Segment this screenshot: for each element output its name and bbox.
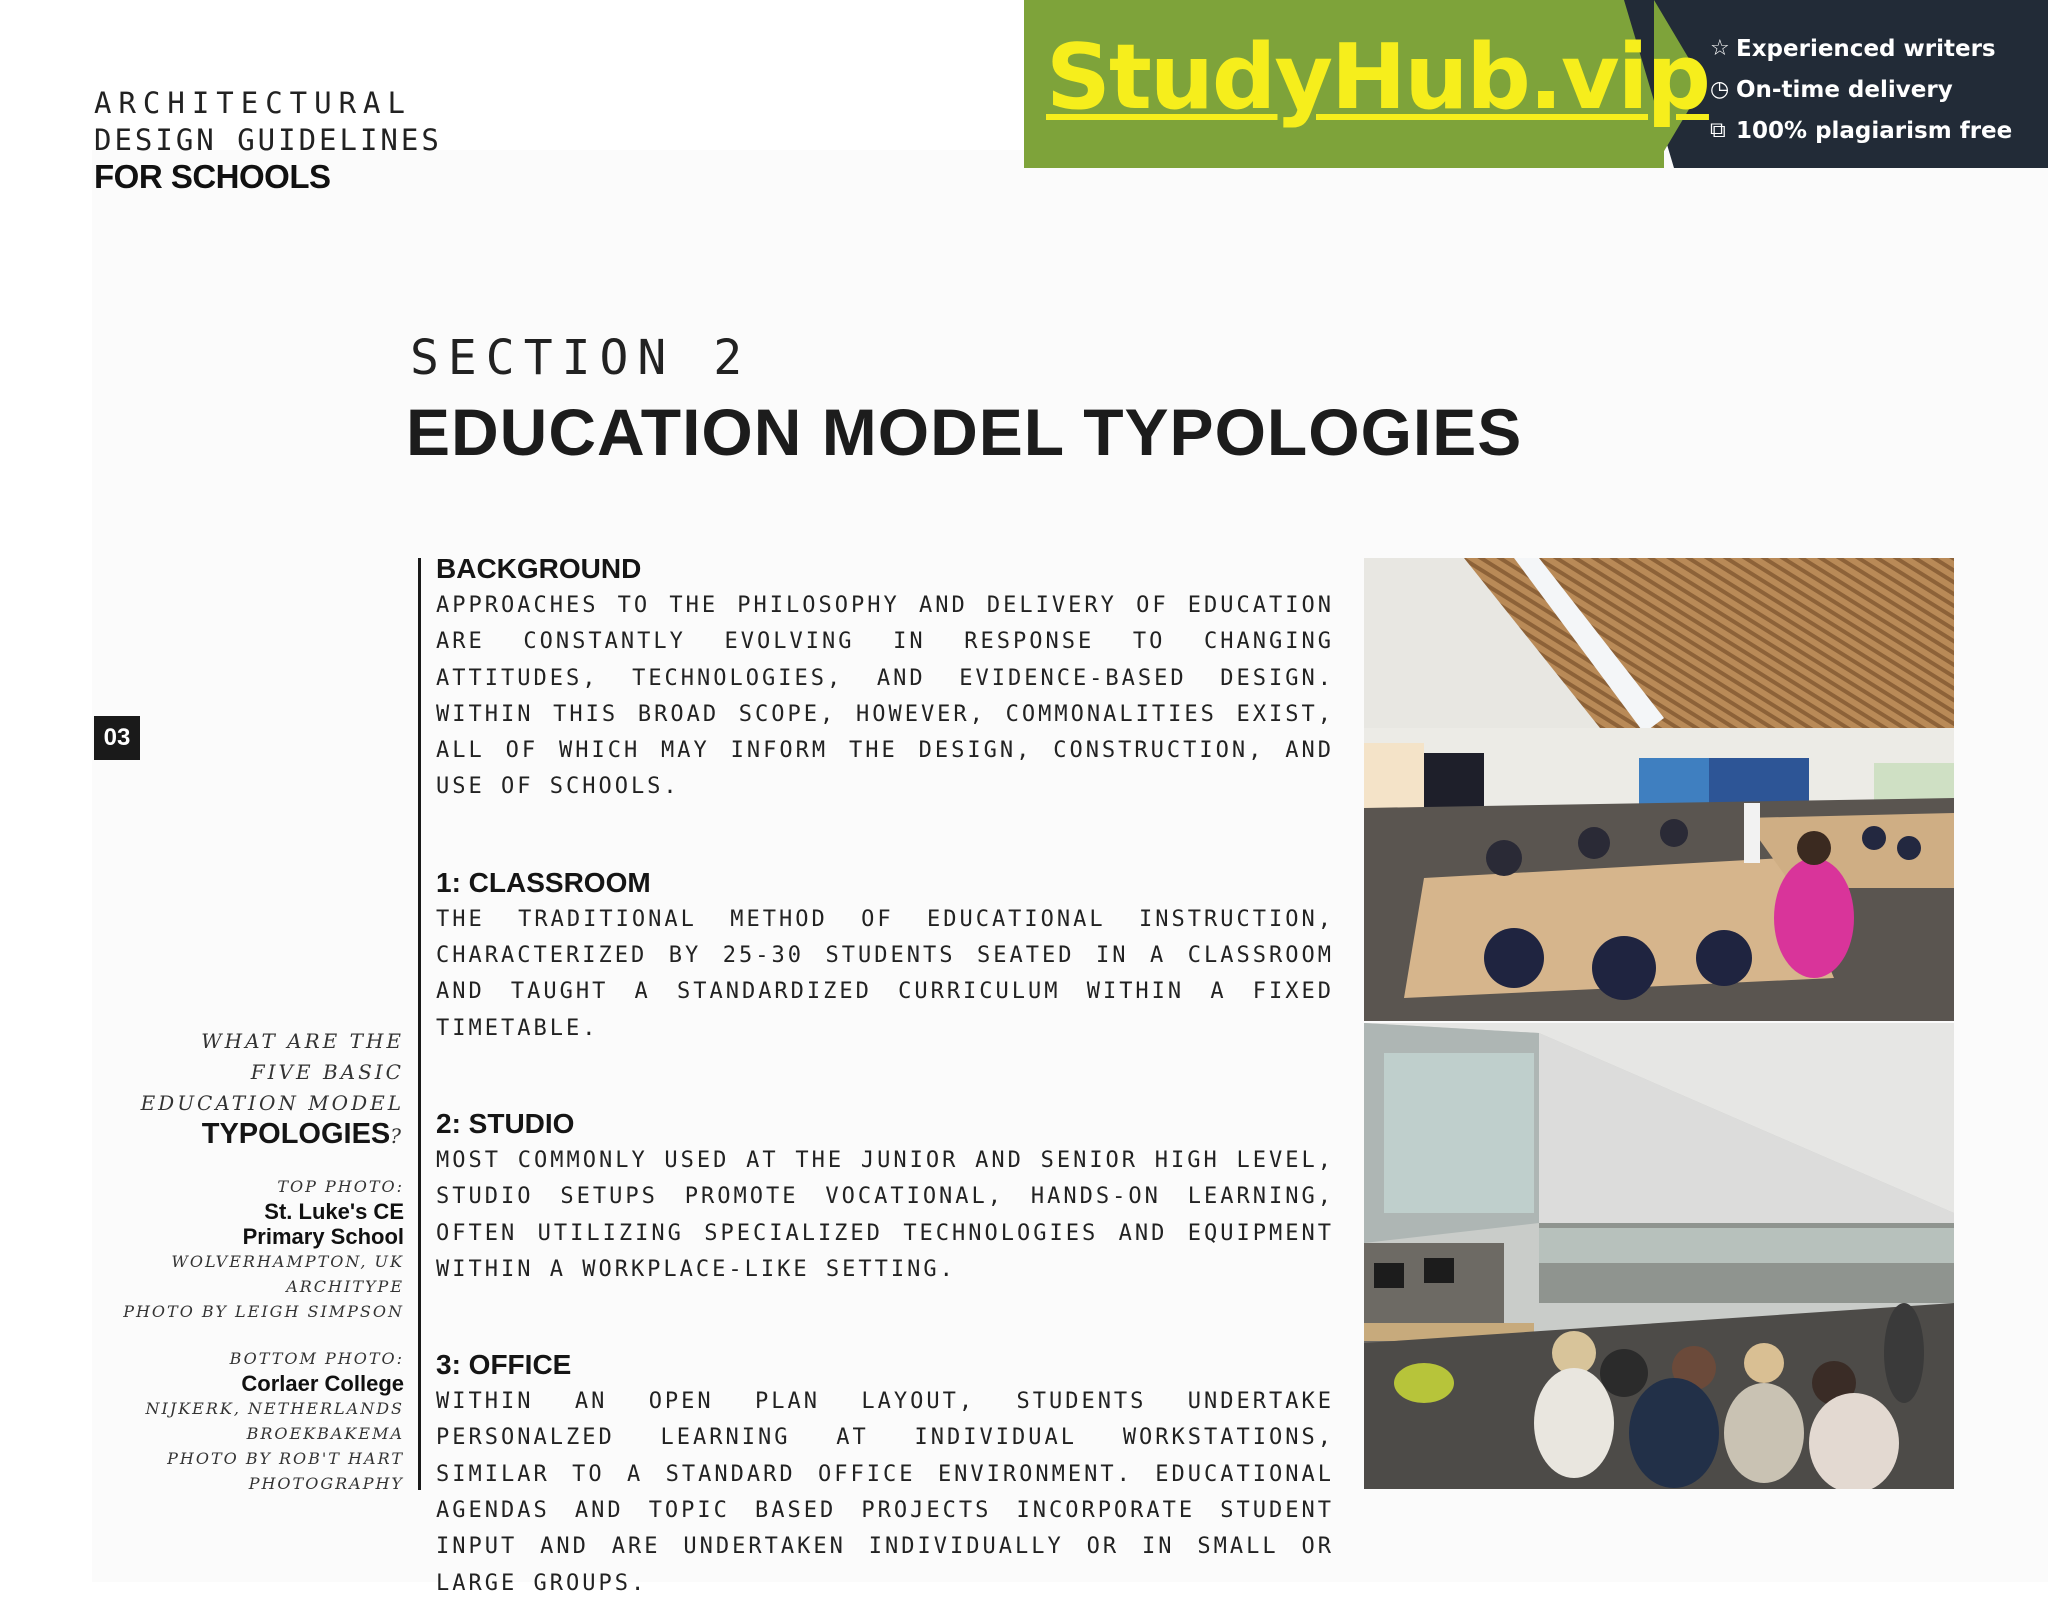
clock-icon: ◷ <box>1710 77 1730 102</box>
classroom-body: THE TRADITIONAL METHOD OF EDUCATIONAL INSTRUCTION, CHARACTERIZED BY 25-30 STUDENTS SEATED IN A CLASSROOM AND TAUGHT A STANDARDIZED CURRICULUM WITHIN A FIXED TIMETABLE. <box>436 906 1334 1041</box>
caption-architect: BROEKBAKEMA <box>246 1424 404 1443</box>
background-body: APPROACHES TO THE PHILOSOPHY AND DELIVERY OF EDUCATION ARE CONSTANTLY EVOLVING IN RESPONSE TO CHANGING ATTITUDES, TECHNOLOGIES, AND EVIDENCE-BASED DESIGN. WITHIN THIS BROAD SCOPE, HOWEVER, COMMONALITIES EXIST, ALL OF WHICH MAY INFORM THE DESIGN, CONSTRUCTION, AND USE OF SCHOOLS. <box>436 593 1334 800</box>
office-body: WITHIN AN OPEN PLAN LAYOUT, STUDENTS UNDERTAKE PERSONALZED LEARNING AT INDIVIDUAL WORKSTATIONS, SIMILAR TO A STANDARD OFFICE ENVIRONMENT. EDUCATIONAL AGENDAS AND TOPIC BASED PROJECTS INCORPORATE STUDENT INPUT AND ARE UNDERTAKEN INDIVIDUALLY OR IN SMALL OR LARGE GROUPS. <box>436 1389 1334 1596</box>
classroom-block <box>436 866 1334 1047</box>
caption-name: Corlaer College <box>241 1371 404 1396</box>
caption-location: NIJKERK, NETHERLANDS <box>145 1399 404 1418</box>
caption-credit: PHOTO BY ROB'T HART <box>167 1449 404 1468</box>
studio-heading: 2: STUDIO <box>436 1107 575 1139</box>
background-block <box>436 552 1334 806</box>
main-text-column <box>436 552 1334 1602</box>
guide-title-line3: FOR SCHOOLS <box>94 158 331 195</box>
question-line3: EDUCATION MODEL <box>140 1091 404 1115</box>
ad-feature-label: Experienced writers <box>1736 35 1996 62</box>
question-emphasis: TYPOLOGIES <box>201 1118 391 1150</box>
ad-banner[interactable] <box>1024 0 2048 168</box>
question-line1: WHAT ARE THE <box>201 1029 404 1053</box>
question-mark: ? <box>390 1124 404 1148</box>
section-title: EDUCATION MODEL TYPOLOGIES <box>406 395 1523 469</box>
studio-block <box>436 1107 1334 1288</box>
classroom-heading: 1: CLASSROOM <box>436 866 651 898</box>
guide-title-line1: ARCHITECTURAL <box>94 86 412 120</box>
studio-body: MOST COMMONLY USED AT THE JUNIOR AND SENIOR HIGH LEVEL, STUDIO SETUPS PROMOTE VOCATIONAL, HANDS-ON LEARNING, OFTEN UTILIZING SPECIALIZED TECHNOLOGIES AND EQUIPMENT WITHIN A WORKPLACE-LIKE SETTING. <box>436 1147 1334 1282</box>
question-line4 <box>141 1119 404 1152</box>
ad-features-list <box>1710 28 2012 151</box>
top-photo-caption <box>123 1174 404 1324</box>
column-divider <box>418 558 421 1490</box>
ad-feature-delivery <box>1710 69 2012 110</box>
page-number-badge: 03 <box>94 716 140 760</box>
classroom-photo <box>1364 558 1954 1021</box>
bottom-photo-caption <box>145 1346 404 1496</box>
ad-feature-plagiarism <box>1710 110 2012 151</box>
office-heading: 3: OFFICE <box>436 1349 572 1381</box>
caption-credit: PHOTO BY LEIGH SIMPSON <box>123 1302 404 1321</box>
guide-title-line2: DESIGN GUIDELINES <box>94 123 442 157</box>
ad-feature-writers <box>1710 28 2012 69</box>
ad-feature-label: On-time delivery <box>1736 76 1953 103</box>
office-block <box>436 1348 1334 1602</box>
star-icon: ☆ <box>1710 36 1730 61</box>
caption-name: St. Luke's CE <box>264 1199 404 1224</box>
caption-location: WOLVERHAMPTON, UK <box>171 1252 404 1271</box>
guide-title <box>94 84 442 196</box>
sidebar-question <box>141 1026 404 1152</box>
caption-label: BOTTOM PHOTO: <box>229 1349 404 1368</box>
caption-name: Primary School <box>242 1224 404 1249</box>
background-heading: BACKGROUND <box>436 553 642 584</box>
caption-label: TOP PHOTO: <box>277 1177 404 1196</box>
section-label: SECTION 2 <box>410 330 752 386</box>
copy-icon: ⧉ <box>1710 118 1726 143</box>
ad-logo[interactable]: StudyHub.vip <box>1046 25 1709 130</box>
question-line2: FIVE BASIC <box>250 1060 404 1084</box>
caption-credit: PHOTOGRAPHY <box>248 1474 404 1493</box>
caption-architect: ARCHITYPE <box>286 1277 404 1296</box>
studio-photo <box>1364 1023 1954 1489</box>
ad-feature-label: 100% plagiarism free <box>1736 117 2013 144</box>
